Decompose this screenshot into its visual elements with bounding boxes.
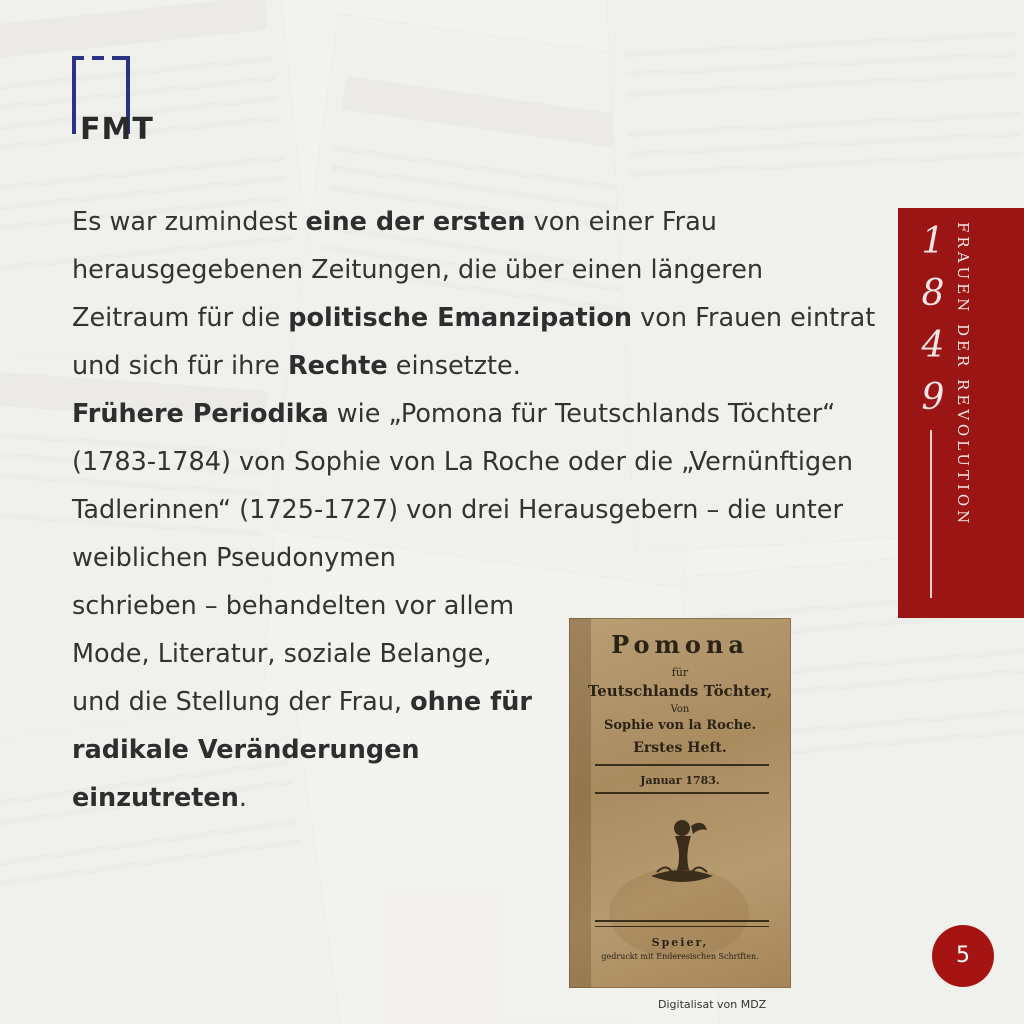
paragraph-1: Es war zumindest eine der ersten von einer Frau herausgegebenen Zeitungen, die über einen längeren Zeitraum für die politische Emanzipation von Frauen eintrat und sich für ihre Rechte einsetzte. <box>72 207 876 381</box>
logo-text: FMT <box>80 112 154 147</box>
paragraph-2: Frühere Periodika wie „Pomona für Teutschlands Töchter“ (1783-1784) von Sophie von La Roche oder die „Vernünftigen Tadlerinnen“ (1725-1727) von drei Herausgebern – die unter weiblichen Pseudonymen <box>72 399 853 573</box>
banner-label: FRAUEN DER REVOLUTION <box>954 222 972 528</box>
image-caption: Digitalisat von MDZ <box>658 998 767 1011</box>
page-number-badge: 5 <box>932 925 994 987</box>
fmt-logo <box>72 56 172 148</box>
banner-divider <box>930 430 932 598</box>
pomona-cover-image: Pomona für Teutschlands Töchter, Von Sophie von la Roche. Erstes Heft. Januar 1783. Speier, gedruckt mit Enderesischen Schriften. <box>569 618 791 988</box>
series-banner <box>898 208 1024 618</box>
cherub-ornament-icon <box>647 814 717 894</box>
banner-year: 1 8 4 9 <box>921 221 945 418</box>
paragraph-3: schrieben – behandelten vor allem Mode, Literatur, soziale Belange, und die Stellung der Frau, ohne für radikale Veränderungen einzutreten. <box>72 591 532 813</box>
